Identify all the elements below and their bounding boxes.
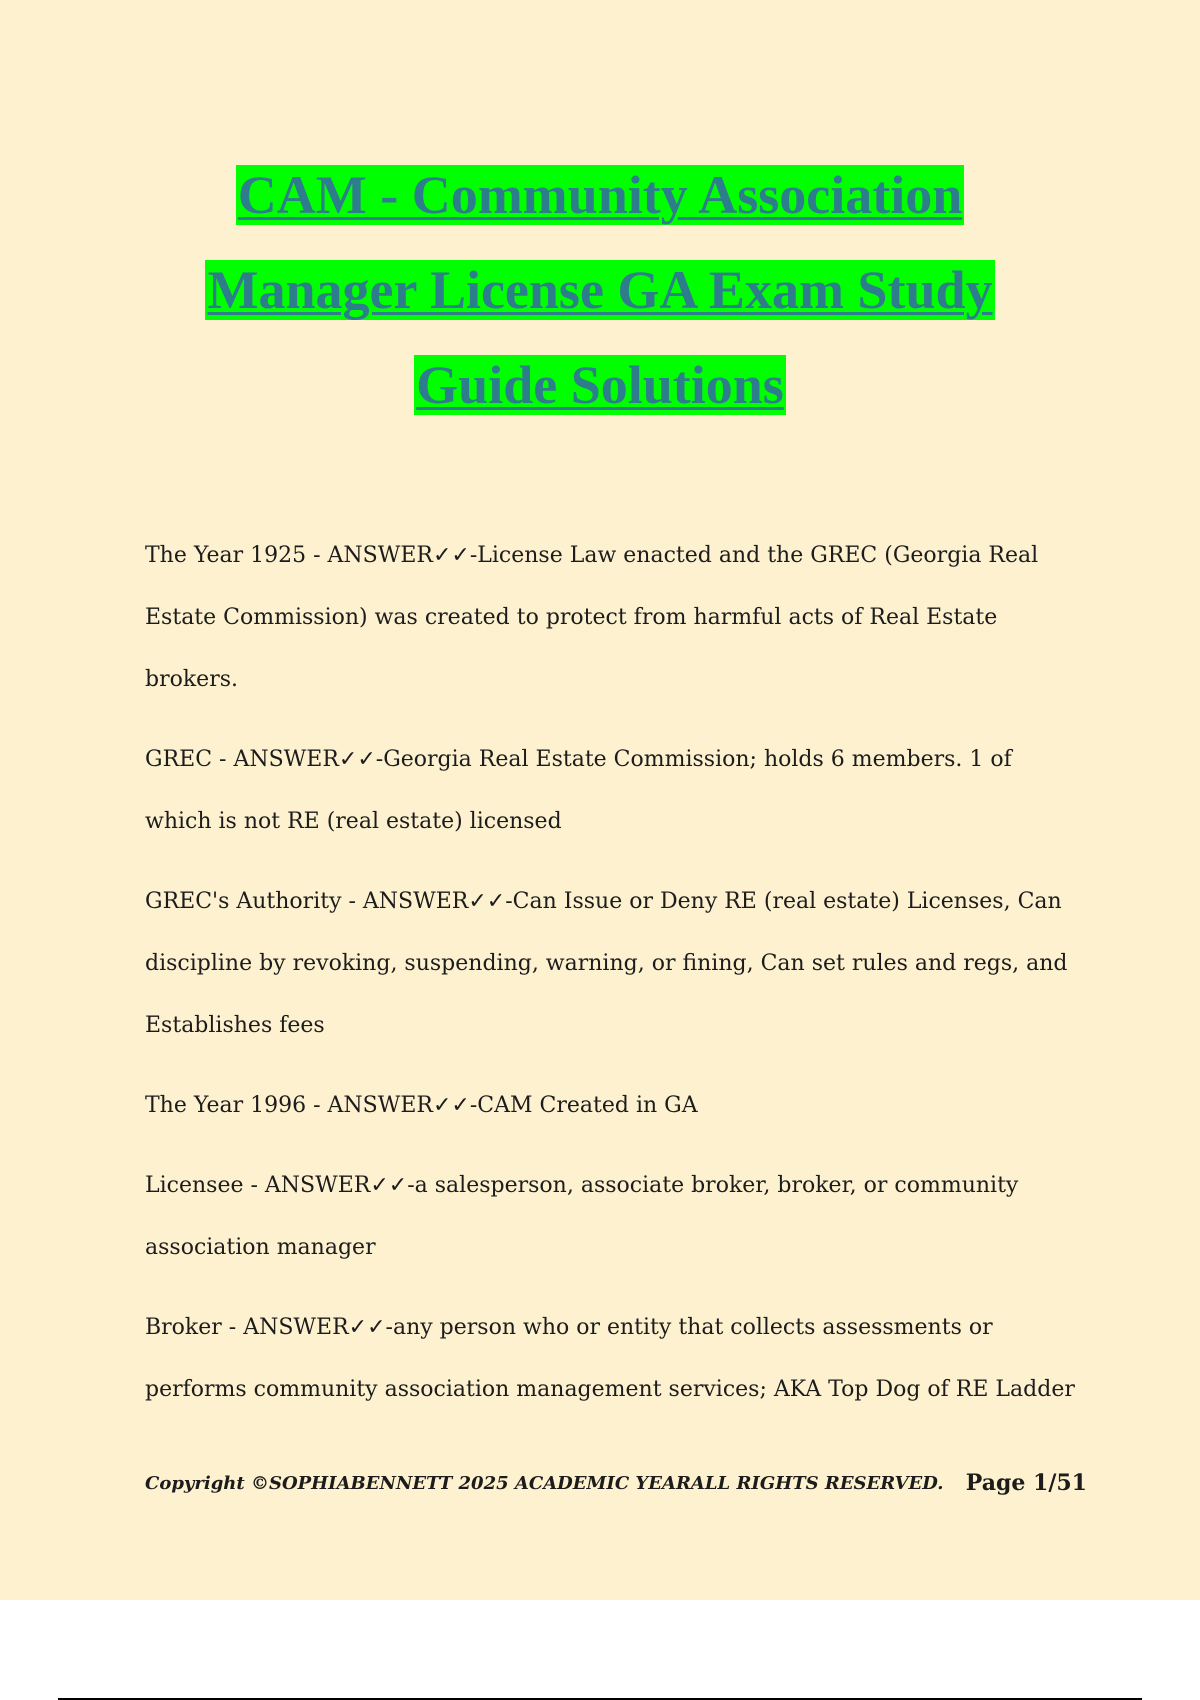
- page-number: Page 1/51: [965, 1470, 1087, 1496]
- qa-entry: [145, 1075, 1085, 1137]
- entry-term: Licensee: [145, 1173, 244, 1198]
- qa-list: [145, 525, 1085, 1439]
- entry-definition: License Law enacted and the GREC (Georgia Real Estate Commission) was created to protect from harmful acts of Real Estate brokers.: [145, 543, 1039, 692]
- copyright-notice: Copyright ©SOPHIABENNETT 2025 ACADEMIC YEARALL RIGHTS RESERVED.: [145, 1473, 944, 1494]
- entry-definition: any person who or entity that collects assessments or performs community association management services; AKA Top Dog of RE Ladder: [145, 1315, 1075, 1402]
- qa-entry: [145, 729, 1085, 853]
- qa-entry: [145, 1297, 1085, 1421]
- entry-term: The Year 1925: [145, 543, 307, 568]
- entry-definition: CAM Created in GA: [477, 1093, 698, 1118]
- answer-marker: - ANSWER✓✓-: [306, 543, 478, 568]
- title-line: [0, 255, 1200, 350]
- entry-term: GREC's Authority: [145, 889, 342, 914]
- answer-marker: - ANSWER✓✓-: [306, 1093, 478, 1118]
- title-line: [0, 160, 1200, 255]
- answer-marker: - ANSWER✓✓-: [221, 1315, 393, 1340]
- entry-term: Broker: [145, 1315, 222, 1340]
- answer-marker: - ANSWER✓✓-: [243, 1173, 415, 1198]
- answer-marker: - ANSWER✓✓-: [341, 889, 513, 914]
- qa-entry: [145, 525, 1085, 711]
- title-line-text: CAM - Community Association: [237, 165, 963, 225]
- qa-entry: [145, 1155, 1085, 1279]
- entry-definition: a salesperson, associate broker, broker, or community association manager: [145, 1173, 1019, 1260]
- title-line: [0, 350, 1200, 445]
- title-line-text: Manager License GA Exam Study: [207, 260, 993, 320]
- document-title: [0, 160, 1200, 445]
- qa-entry: [145, 871, 1085, 1057]
- entry-definition: Can Issue or Deny RE (real estate) Licenses, Can discipline by revoking, suspending, warning, or fining, Can set rules and regs, and Establishes fees: [145, 889, 1068, 1038]
- entry-definition: Georgia Real Estate Commission; holds 6 members. 1 of which is not RE (real estate) licensed: [145, 747, 1012, 834]
- page-footer: [145, 1470, 1087, 1500]
- answer-marker: - ANSWER✓✓-: [212, 747, 384, 772]
- title-line-text: Guide Solutions: [416, 355, 784, 415]
- entry-term: GREC: [145, 747, 213, 772]
- entry-term: The Year 1996: [145, 1093, 307, 1118]
